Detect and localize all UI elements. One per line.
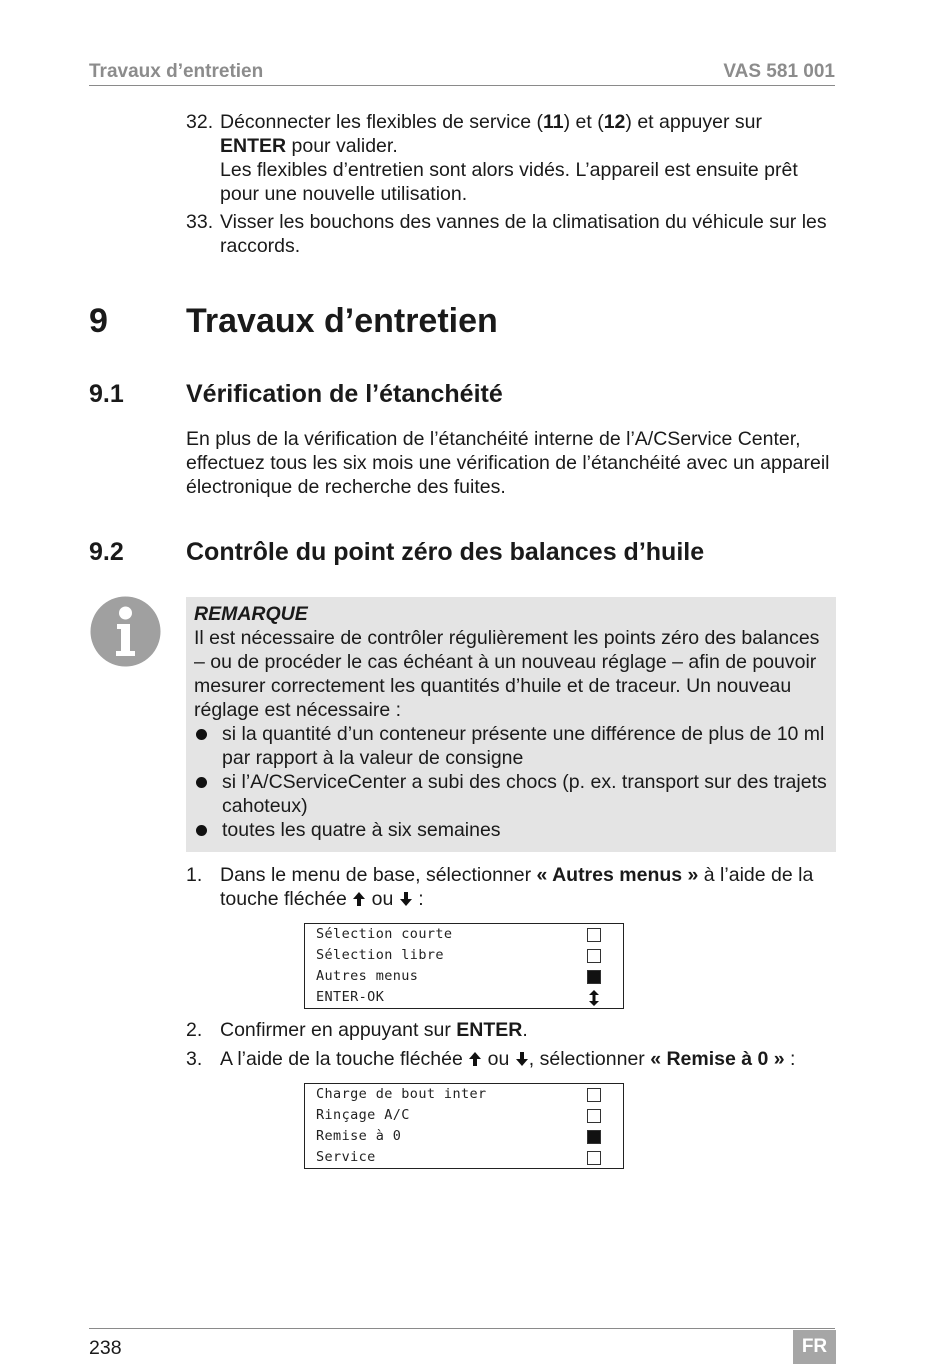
arrow-up-icon: [468, 1051, 482, 1067]
menu-item-service: Service: [316, 1149, 376, 1165]
menu-checkbox: [587, 928, 601, 942]
up-down-arrow-icon: [587, 990, 601, 1006]
step-number: 3.: [186, 1048, 203, 1070]
arrow-down-icon: [515, 1051, 529, 1067]
menu-item-short-selection: Sélection courte: [316, 926, 453, 942]
chapter-number: 9: [89, 302, 108, 340]
header-section-title: Travaux d’entretien: [89, 61, 264, 82]
step-text: A l’aide de la touche fléchée ou , sélectionner « Remise à 0 » :: [220, 1048, 796, 1070]
remark-body: Il est nécessaire de contrôler régulièrement les points zéro des balances – ou de procéder le cas échéant à un nouveau réglage – afin de pouvoir mesurer correctement les quantités d’huile et de traceur. Un nouveau réglage est nécessaire :: [194, 627, 820, 721]
menu-checkbox: [587, 949, 601, 963]
language-badge: FR: [793, 1330, 836, 1364]
remark-note: [186, 597, 836, 852]
menu-checkbox: [587, 1088, 601, 1102]
menu-item-charge: Charge de bout inter: [316, 1086, 487, 1102]
chapter-title: Travaux d’entretien: [186, 302, 498, 340]
section-title: Vérification de l’étanchéité: [186, 380, 503, 408]
menu-item-free-selection: Sélection libre: [316, 947, 444, 963]
step-text: Déconnecter les flexibles de service (11) et (12) et appuyer sur ENTER pour valider. Les flexibles d’entretien sont alors vidés. L’appareil est ensuite prêt pour une nouvelle utilisation.: [220, 111, 798, 205]
menu-checkbox: [587, 1109, 601, 1123]
list-item: si la quantité d’un conteneur présente une différence de plus de 10 ml par rapport à la valeur de consigne: [194, 722, 830, 770]
step-number: 2.: [186, 1019, 203, 1041]
bullet-icon: [196, 729, 207, 740]
menu-checkbox-selected: [587, 1130, 601, 1144]
section-title: Contrôle du point zéro des balances d’huile: [186, 538, 705, 566]
section-9-1-body: En plus de la vérification de l’étanchéité interne de l’A/CService Center, effectuez tous les six mois une vérification de l’étanchéité avec un appareil électronique de recherche des fuites.: [186, 428, 830, 498]
display-screen-menu: [304, 923, 624, 1009]
remark-bullet-list: [194, 722, 830, 842]
footer-divider: [89, 1328, 835, 1329]
step-text: Visser les bouchons des vannes de la climatisation du véhicule sur les raccords.: [220, 211, 827, 257]
menu-checkbox-selected: [587, 970, 601, 984]
display-screen-submenu: [304, 1083, 624, 1169]
menu-item-other-menus: Autres menus: [316, 968, 419, 984]
menu-enter-ok: ENTER-OK: [316, 989, 385, 1005]
menu-checkbox: [587, 1151, 601, 1165]
remark-title: REMARQUE: [194, 603, 308, 625]
header-model-code: VAS 581 001: [723, 61, 835, 82]
step-number: 33.: [186, 211, 214, 233]
arrow-up-icon: [352, 891, 366, 907]
arrow-down-icon: [399, 891, 413, 907]
page-number: 238: [89, 1337, 122, 1359]
list-item: toutes les quatre à six semaines: [194, 818, 830, 842]
step-number: 32.: [186, 111, 214, 133]
step-text: Confirmer en appuyant sur ENTER.: [220, 1019, 528, 1041]
menu-item-flush: Rinçage A/C: [316, 1107, 410, 1123]
bullet-icon: [196, 825, 207, 836]
enter-key-label: ENTER: [220, 135, 287, 157]
section-number: 9.2: [89, 538, 124, 566]
page-header: [89, 61, 835, 86]
step-number: 1.: [186, 864, 203, 886]
bullet-icon: [196, 777, 207, 788]
section-number: 9.1: [89, 380, 124, 408]
menu-item-reset-zero: Remise à 0: [316, 1128, 402, 1144]
info-icon: [90, 596, 161, 667]
list-item: si l’A/CServiceCenter a subi des chocs (p. ex. transport sur des trajets cahoteux): [194, 770, 830, 818]
step-text: Dans le menu de base, sélectionner « Autres menus » à l’aide de la touche fléchée ou :: [220, 864, 814, 910]
